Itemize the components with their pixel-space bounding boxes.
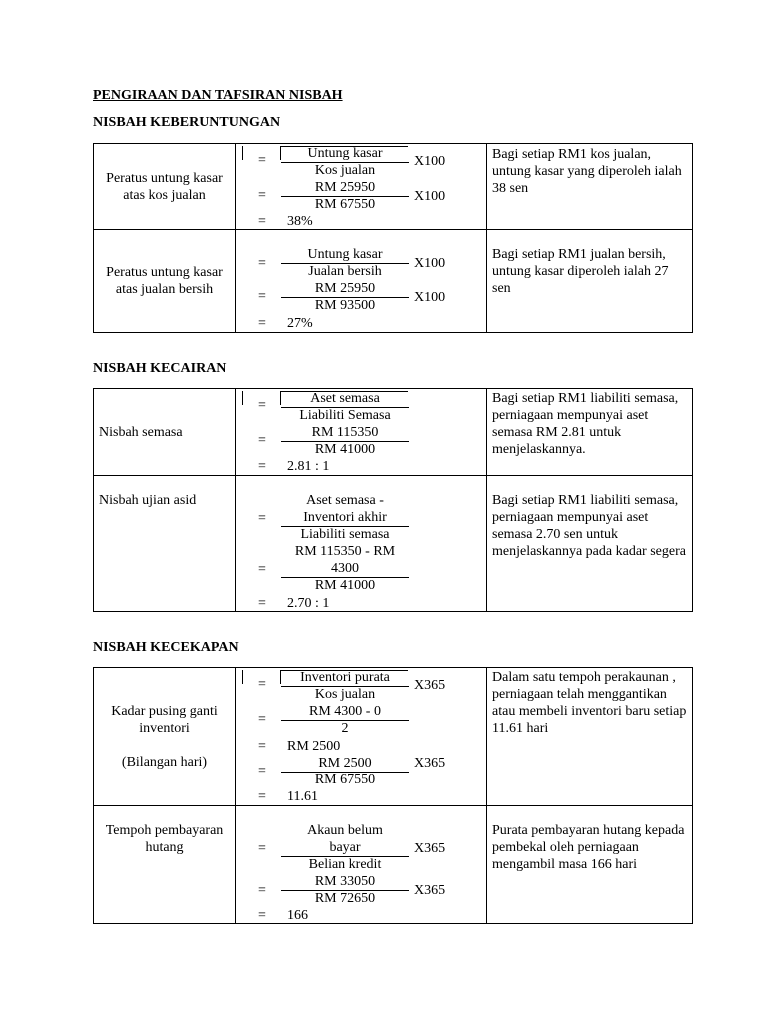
calculation-cell: = Untung kasar Kos jualan X100 = RM 25950 RM 67550 X100 = 38% xyxy=(236,144,487,230)
value-numerator: RM 115350 - RM xyxy=(294,544,396,559)
formula-denominator: Liabiliti semasa xyxy=(300,527,390,542)
ratio-label: Nisbah semasa xyxy=(99,424,183,440)
ratio-label: Peratus untung kasar atas jualan bersih xyxy=(106,265,223,297)
multiplier: X100 xyxy=(414,154,446,169)
value-denominator: RM 41000 xyxy=(314,578,376,593)
average-result: RM 2500 xyxy=(287,739,341,754)
value-numerator: RM 2500 xyxy=(318,756,372,771)
multiplier: X365 xyxy=(414,678,446,693)
multiplier: X365 xyxy=(414,883,446,898)
interpretation-cell xyxy=(487,668,693,806)
interpretation-text: Bagi setiap RM1 kos jualan, untung kasar yang diperoleh ialah 38 sen xyxy=(492,147,682,196)
ratio-result: 2.81 : 1 xyxy=(287,459,330,474)
table-row xyxy=(94,389,693,476)
value-denominator: RM 93500 xyxy=(314,298,376,313)
formula-denominator: Kos jualan xyxy=(314,163,376,178)
ratio-label-cell xyxy=(94,230,236,333)
ratio-label: Nisbah ujian asid xyxy=(99,493,197,508)
table-row xyxy=(94,668,693,806)
ratio-label-cell xyxy=(94,476,236,612)
interpretation-cell xyxy=(487,389,693,476)
value-numerator: 4300 xyxy=(331,561,359,576)
formula-numerator: Akaun belum xyxy=(307,823,383,838)
ratio-label-cell xyxy=(94,144,236,230)
ratio-label-cell xyxy=(94,389,236,476)
calculation-cell: = Aset semasa Liabiliti Semasa = RM 115350 RM 41000 = 2.81 : 1 xyxy=(236,389,487,476)
ratio-label: Peratus untung kasar atas kos jualan xyxy=(106,170,223,203)
formula-denominator: Jualan bersih xyxy=(308,264,382,279)
value-numerator: RM 25950 xyxy=(314,180,376,195)
interpretation-cell xyxy=(487,144,693,230)
multiplier: X100 xyxy=(414,189,446,204)
ratio-sublabel: (Bilangan hari) xyxy=(121,754,208,770)
value-denominator: RM 67550 xyxy=(314,772,376,787)
ratio-table-kecekapan xyxy=(93,667,693,924)
ratio-result: 11.61 xyxy=(287,789,318,804)
ratio-result: 38% xyxy=(287,214,313,229)
value-numerator: RM 33050 xyxy=(314,874,376,889)
formula-numerator: Inventori akhir xyxy=(303,510,387,525)
ratio-table-keberuntungan xyxy=(93,143,693,333)
interpretation-text: Dalam satu tempoh perakaunan , perniagaan telah menggantikan atau membeli inventori baru setiap 11.61 hari xyxy=(492,670,687,736)
section-heading-keberuntungan: NISBAH KEBERUNTUNGAN xyxy=(93,115,281,130)
multiplier: X365 xyxy=(414,841,446,856)
value-numerator: RM 115350 xyxy=(311,425,379,440)
interpretation-text: Bagi setiap RM1 jualan bersih, untung kasar diperoleh ialah 27 sen xyxy=(492,247,669,296)
multiplier: X365 xyxy=(414,756,446,771)
multiplier: X100 xyxy=(414,290,446,305)
interpretation-cell xyxy=(487,230,693,333)
interpretation-cell xyxy=(487,806,693,924)
average-numerator: RM 4300 - 0 xyxy=(309,704,381,719)
ratio-table-kecairan xyxy=(93,388,693,612)
ratio-label-cell xyxy=(94,806,236,924)
ratio-label: Tempoh pembayaran hutang xyxy=(105,823,224,855)
calculation-cell: = Inventori purata Kos jualan X365 = RM 4300 - 0 2 = RM 2500 = RM 2500 RM 67550 X365 = 11.61 xyxy=(236,668,487,806)
document-title: PENGIRAAN DAN TAFSIRAN NISBAH xyxy=(93,88,343,103)
formula-numerator: Untung kasar xyxy=(307,146,383,161)
value-numerator: RM 25950 xyxy=(314,281,376,296)
formula-numerator: Aset semasa - xyxy=(306,493,384,508)
calculation-cell: = Untung kasar Jualan bersih X100 = RM 25950 RM 93500 X100 = 27% xyxy=(236,230,487,333)
ratio-label: Kadar pusing ganti inventori xyxy=(111,703,218,736)
ratio-result: 27% xyxy=(287,316,313,331)
multiplier: X100 xyxy=(414,256,446,271)
calculation-cell: = Akaun belum bayar Belian kredit X365 = RM 33050 RM 72650 X365 = 166 xyxy=(236,806,487,924)
value-denominator: RM 41000 xyxy=(314,442,376,457)
formula-numerator: bayar xyxy=(329,840,361,855)
average-denominator: 2 xyxy=(341,721,349,736)
formula-numerator: Inventori purata xyxy=(300,670,390,685)
calculation-cell: = Aset semasa - Inventori akhir Liabiliti semasa = RM 115350 - RM 4300 RM 41000 = 2.70 : 1 xyxy=(236,476,487,612)
table-row xyxy=(94,144,693,230)
formula-denominator: Belian kredit xyxy=(308,857,382,872)
table-row xyxy=(94,476,693,612)
interpretation-text: Bagi setiap RM1 liabiliti semasa, perniagaan mempunyai aset semasa RM 2.81 untuk menjelaskannya. xyxy=(492,391,679,457)
value-denominator: RM 67550 xyxy=(314,197,376,212)
ratio-result: 2.70 : 1 xyxy=(287,596,330,611)
table-row xyxy=(94,230,693,333)
section-heading-kecairan: NISBAH KECAIRAN xyxy=(93,361,227,376)
value-denominator: RM 72650 xyxy=(314,891,376,906)
section-heading-kecekapan: NISBAH KECEKAPAN xyxy=(93,640,239,655)
interpretation-text: Purata pembayaran hutang kepada pembekal oleh perniagaan mengambil masa 166 hari xyxy=(492,823,685,872)
ratio-label-cell xyxy=(94,668,236,806)
ratio-result: 166 xyxy=(287,908,308,923)
formula-numerator: Untung kasar xyxy=(307,247,383,262)
interpretation-text: Bagi setiap RM1 liabiliti semasa, perniagaan mempunyai aset semasa 2.70 sen untuk menjelaskannya pada kadar segera xyxy=(492,493,686,559)
formula-denominator: Liabiliti Semasa xyxy=(299,408,391,423)
table-row xyxy=(94,806,693,924)
interpretation-cell xyxy=(487,476,693,612)
formula-numerator: Aset semasa xyxy=(310,391,380,406)
formula-denominator: Kos jualan xyxy=(314,687,376,702)
